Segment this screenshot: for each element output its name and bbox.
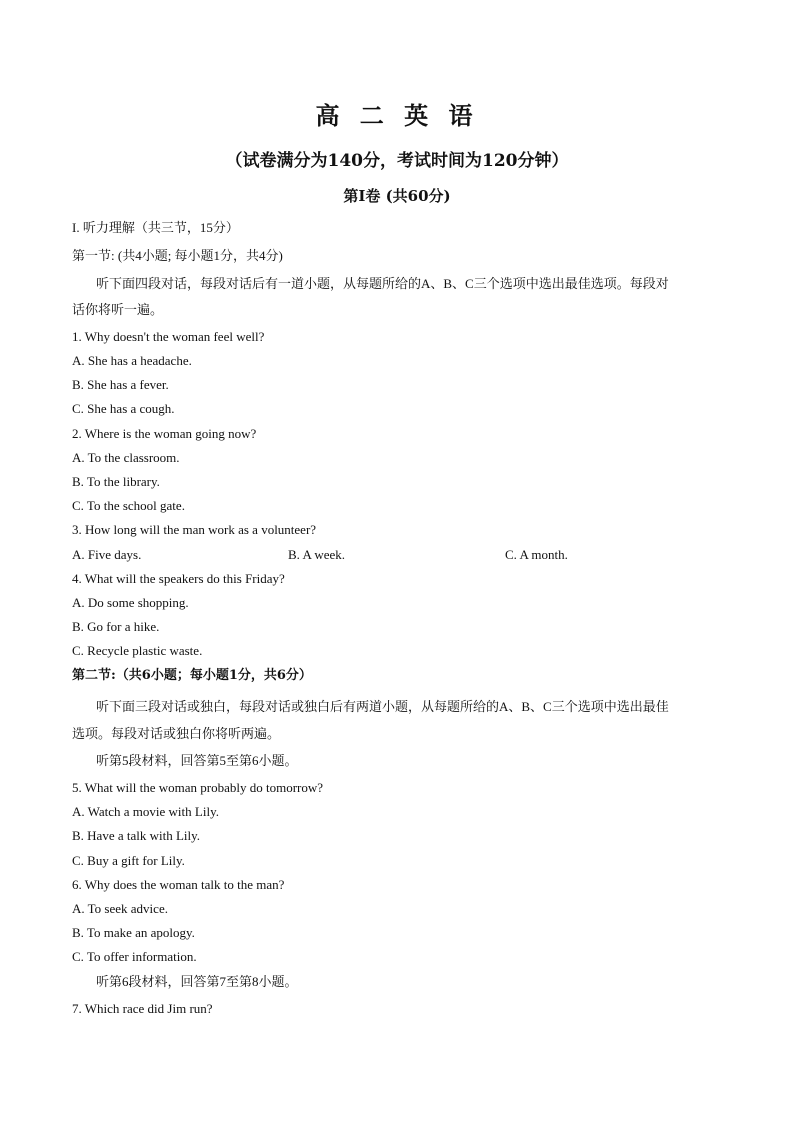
- question-6-option-c: C. To offer information.: [72, 949, 197, 964]
- question-1-option-a: A. She has a headache.: [72, 353, 192, 368]
- section1-instructions-line1: 听下面四段对话，每段对话后有一道小题，从每题所给的A、B、C三个选项中选出最佳选项。每段对: [96, 276, 669, 291]
- question-5: 5. What will the woman probably do tomorrow?: [72, 780, 324, 795]
- question-2-option-b: B. To the library.: [72, 474, 160, 489]
- question-1-option-c: C. She has a cough.: [72, 401, 175, 416]
- question-7: 7. Which race did Jim run?: [72, 1001, 213, 1016]
- page-title: 高 二 英 语: [315, 101, 479, 130]
- question-2: 2. Where is the woman going now?: [72, 426, 257, 441]
- question-4-option-c: C. Recycle plastic waste.: [72, 643, 203, 658]
- part-title: I. 听力理解（共三节，15分）: [72, 220, 239, 235]
- question-5-option-b: B. Have a talk with Lily.: [72, 828, 201, 843]
- material-5-note: 听第5段材料，回答第5至第6小题。: [96, 753, 298, 768]
- question-3: 3. How long will the man work as a volunteer?: [72, 522, 317, 537]
- question-2-option-c: C. To the school gate.: [72, 498, 185, 513]
- question-3-option-b: B. A week.: [288, 547, 346, 562]
- section1-instructions-line2: 话你将听一遍。: [72, 302, 164, 317]
- question-4-option-a: A. Do some shopping.: [72, 595, 189, 610]
- question-4: 4. What will the speakers do this Friday?: [72, 571, 285, 586]
- question-2-option-a: A. To the classroom.: [72, 450, 180, 465]
- question-4-option-b: B. Go for a hike.: [72, 619, 160, 634]
- question-6: 6. Why does the woman talk to the man?: [72, 877, 285, 892]
- question-3-option-c: C. A month.: [505, 547, 568, 562]
- section2-instructions-line2: 选项。每段对话或独白你将听两遍。: [72, 726, 281, 741]
- material-6-note: 听第6段材料，回答第7至第8小题。: [96, 974, 298, 989]
- question-3-option-a: A. Five days.: [72, 547, 142, 562]
- section2-title: 第二节:（共6小题；每小题1分，共6分）: [72, 668, 312, 683]
- volume-title: 第Ⅰ卷 (共60分): [343, 187, 451, 205]
- question-5-option-c: C. Buy a gift for Lily.: [72, 853, 185, 868]
- page-subtitle: （试卷满分为140分，考试时间为120分钟）: [225, 151, 569, 171]
- section1-title: 第一节: (共4小题; 每小题1分，共4分): [72, 248, 283, 263]
- question-1: 1. Why doesn't the woman feel well?: [72, 329, 265, 344]
- question-5-option-a: A. Watch a movie with Lily.: [72, 804, 219, 819]
- question-6-option-b: B. To make an apology.: [72, 925, 195, 940]
- question-1-option-b: B. She has a fever.: [72, 377, 169, 392]
- section2-instructions-line1: 听下面三段对话或独白，每段对话或独白后有两道小题，从每题所给的A、B、C三个选项中选出最佳: [96, 699, 669, 714]
- question-6-option-a: A. To seek advice.: [72, 901, 168, 916]
